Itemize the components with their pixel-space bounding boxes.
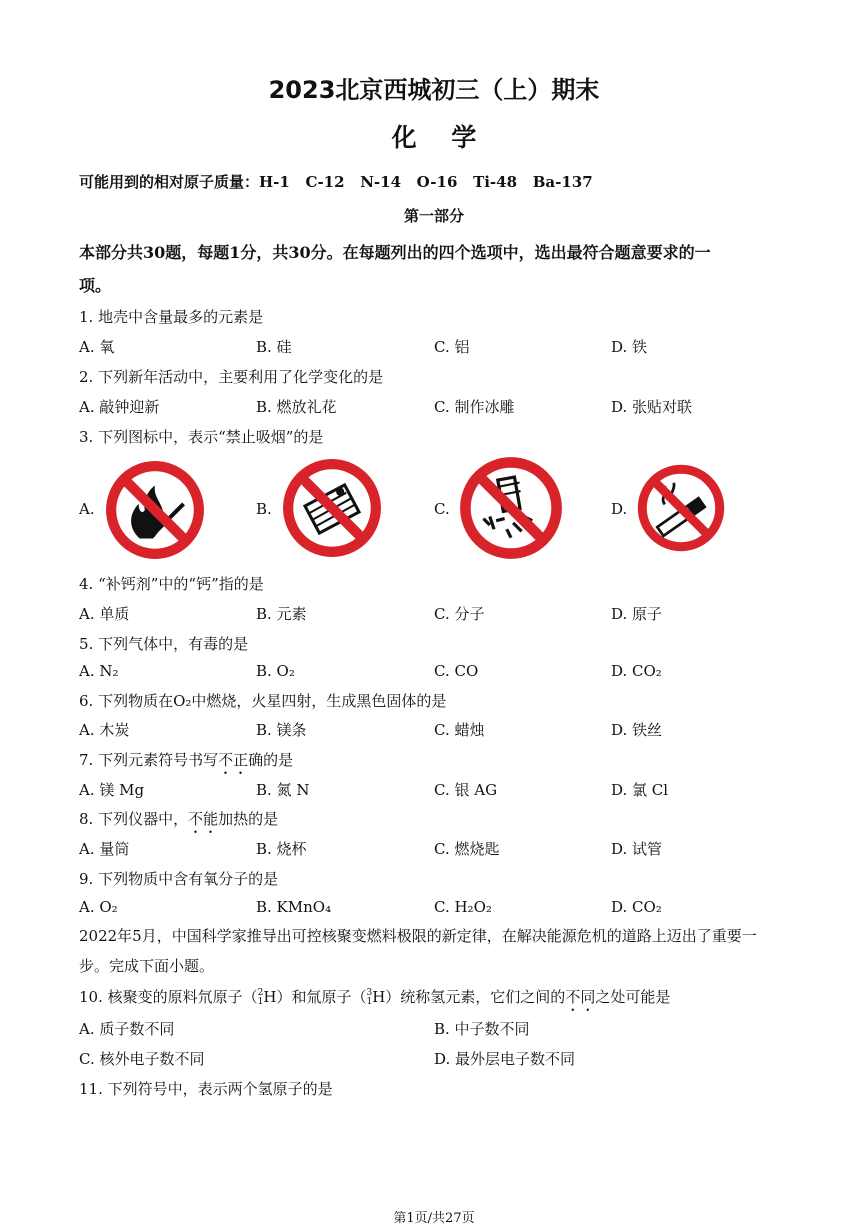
option-b: B. 镁条: [256, 721, 307, 739]
option-d: D. 试管: [611, 840, 663, 858]
option-b: B. 燃放礼花: [256, 398, 337, 416]
option-b: B. 氮 N: [256, 781, 310, 799]
atomic-masses: 可能用到的相对原子质量：H-1 C-12 N-14 O-16 Ti-48 Ba-137: [79, 173, 593, 191]
option-c: C. 核外电子数不同: [79, 1050, 205, 1068]
no-smoking-sign-icon: [636, 463, 726, 553]
option-c: C. 银 AG: [434, 781, 498, 799]
emphasis-text: 不同: [565, 988, 596, 1006]
option-d: D. 张贴对联: [611, 398, 693, 416]
question-stem: 11. 下列符号中，表示两个氢原子的是: [79, 1080, 333, 1098]
instruction-line2: 项。: [79, 276, 112, 295]
option-d: D. 最外层电子数不同: [434, 1050, 576, 1068]
emphasis-text: 不能: [188, 810, 219, 828]
part-title: 第一部分: [403, 207, 464, 225]
instruction-line1: 本部分共30题，每题1分，共30分。在每题列出的四个选项中，选出最符合题意要求的一: [79, 243, 711, 262]
question-stem: 9. 下列物质中含有氧分子的是: [79, 870, 279, 888]
question-stem: 8. 下列仪器中，不能加热的是: [79, 810, 279, 828]
exam-title: 2023北京西城初三（上）期末: [268, 76, 600, 104]
question-stem: 3. 下列图标中，表示“禁止吸烟”的是: [79, 428, 324, 446]
option-c: C. 分子: [434, 605, 485, 623]
question-stem: 2. 下列新年活动中，主要利用了化学变化的是: [79, 368, 384, 386]
option-d: D. CO₂: [611, 898, 662, 916]
option-d: D. 铁丝: [611, 721, 663, 739]
question-stem: 1. 地壳中含量最多的元素是: [79, 308, 264, 326]
no-firecrackers-sign-icon: [458, 455, 564, 561]
passage-line2: 步。完成下面小题。: [79, 957, 215, 975]
option-b: B. KMnO₄: [256, 898, 332, 916]
option-a: A. O₂: [79, 898, 118, 916]
option-d: D. CO₂: [611, 662, 662, 680]
option-b: B. 元素: [256, 605, 307, 623]
option-c: C. 制作冰雕: [434, 398, 515, 416]
option-c: C. 燃烧匙: [434, 840, 500, 858]
option-b: B. 硅: [256, 338, 292, 356]
option-c: C.: [434, 500, 450, 518]
option-a: A. 量筒: [79, 840, 130, 858]
option-a: A. 镁 Mg: [79, 781, 145, 799]
option-a: A.: [79, 500, 95, 518]
option-d: D. 铁: [611, 338, 648, 356]
question-stem: 6. 下列物质在O₂中燃烧，火星四射，生成黑色固体的是: [79, 692, 447, 710]
option-a: A. 质子数不同: [79, 1020, 175, 1038]
option-b: B. 中子数不同: [434, 1020, 530, 1038]
option-c: C. H₂O₂: [434, 898, 492, 916]
option-a: A. N₂: [79, 662, 119, 680]
option-b: B. O₂: [256, 662, 295, 680]
option-b: B. 烧杯: [256, 840, 307, 858]
option-c: C. 蜡烛: [434, 721, 485, 739]
no-matches-sign-icon: [281, 457, 383, 559]
question-stem: 4. “补钙剂”中的“钙”指的是: [79, 575, 264, 593]
option-b: B.: [256, 500, 272, 518]
subject-title: 化 学: [391, 123, 477, 152]
option-a: A. 木炭: [79, 721, 130, 739]
passage-line1: 2022年5月，中国科学家推导出可控核聚变燃料极限的新定律，在解决能源危机的道路上迈出了重要一: [79, 927, 757, 945]
question-stem: 10. 核聚变的原料氘原子（2 1H）和氚原子（3 1H）统称氢元素，它们之间的不同之处可能是: [79, 988, 671, 1007]
emphasis-text: 不正: [218, 751, 249, 769]
option-d: D. 氯 Cl: [611, 781, 669, 799]
option-d: D.: [611, 500, 628, 518]
no-fire-sign-icon: [104, 459, 206, 561]
option-a: A. 氧: [79, 338, 115, 356]
option-c: C. CO: [434, 662, 479, 680]
option-c: C. 铝: [434, 338, 470, 356]
page-number: 第1页/共27页: [393, 1211, 475, 1226]
option-d: D. 原子: [611, 605, 663, 623]
option-a: A. 敲钟迎新: [79, 398, 160, 416]
question-stem: 5. 下列气体中，有毒的是: [79, 635, 249, 653]
question-stem: 7. 下列元素符号书写不正确的是: [79, 751, 294, 769]
option-a: A. 单质: [79, 605, 130, 623]
